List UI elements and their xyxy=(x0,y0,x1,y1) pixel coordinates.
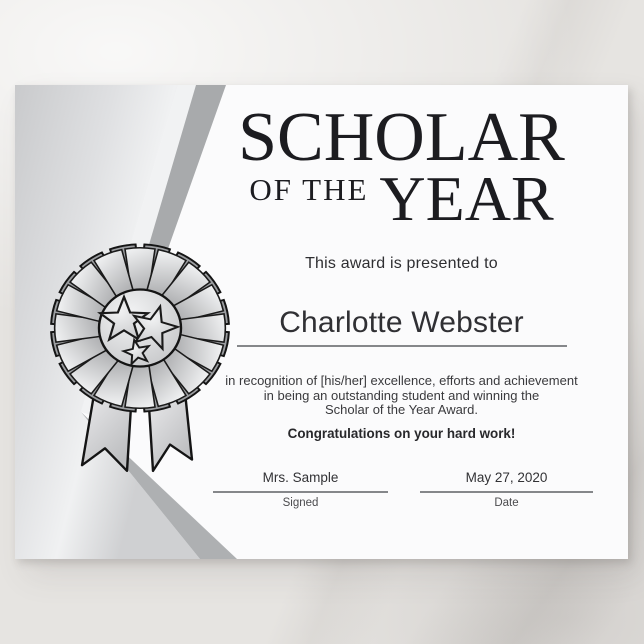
body-line-3: Scholar of the Year Award. xyxy=(325,402,478,418)
recipient-name-underline xyxy=(237,345,567,347)
date-column xyxy=(420,469,593,509)
recipient-name: Charlotte Webster xyxy=(279,306,524,339)
title-year-text: YEAR xyxy=(379,162,554,234)
certificate xyxy=(15,85,628,559)
body-line-2: in being an outstanding student and winning the xyxy=(263,387,540,403)
body-line-1: in recognition of [his/her] excellence, efforts and achievement xyxy=(225,373,578,388)
signature-label: Signed xyxy=(282,497,319,509)
date-value: May 27, 2020 xyxy=(420,469,593,493)
certificate-title xyxy=(175,99,628,234)
signature-name: Mrs. Sample xyxy=(213,469,388,493)
signature-column xyxy=(213,469,388,509)
title-of-the-text: OF THE xyxy=(249,172,369,208)
body-paragraph xyxy=(175,374,628,418)
date-label: Date xyxy=(494,497,519,509)
title-scholar-text: SCHOLAR xyxy=(238,99,565,176)
presented-line: This award is presented to xyxy=(305,255,498,272)
congrats-line: Congratulations on your hard work! xyxy=(287,426,516,441)
certificate-content xyxy=(15,85,628,559)
